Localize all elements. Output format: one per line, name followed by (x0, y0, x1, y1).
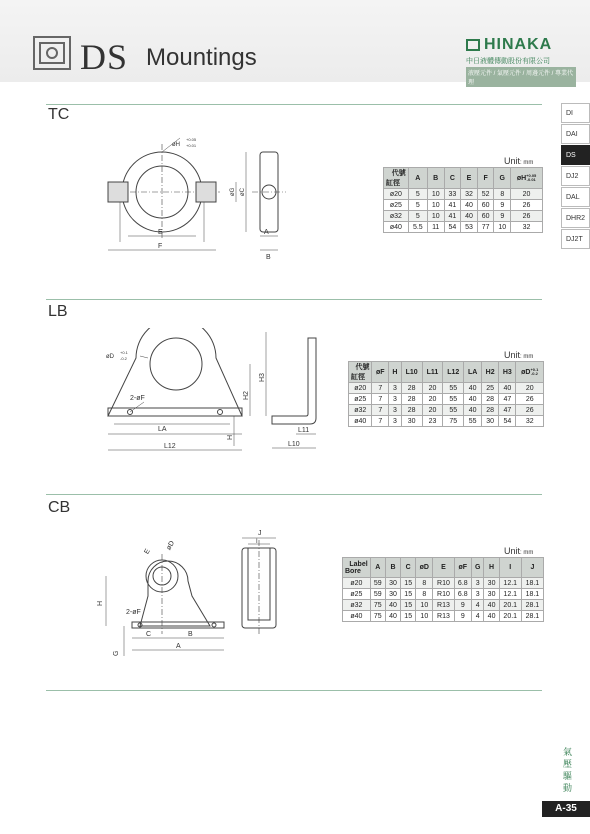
table-row: ø40 5.5 11 54 53 77 10 32 (384, 222, 543, 233)
lb-col-f: øF (372, 362, 389, 383)
tc-f-label: F (158, 243, 163, 250)
lb-corner: 代號 缸徑 (349, 362, 372, 383)
tab-di[interactable]: DI (561, 103, 590, 123)
cb-f-label: 2-øF (126, 609, 141, 616)
cb-col-a: A (370, 558, 385, 578)
cb-col-f: øF (454, 558, 472, 578)
logo-company: 中日液體傳動股份有限公司 (466, 58, 550, 65)
cb-h-label: H (97, 600, 104, 606)
hinaka-logo (466, 36, 576, 87)
lb-col-la: LA (464, 362, 482, 383)
table-row: ø25 59 30 15 8 R10 6.8 3 30 12.1 18.1 (343, 589, 544, 600)
cb-col-h: H (484, 558, 499, 578)
cb-g-label: G (113, 650, 120, 656)
tc-col-f: F (477, 168, 494, 189)
lb-col-h2: H2 (482, 362, 499, 383)
tc-b-label: B (266, 254, 271, 261)
bottom-divider (46, 690, 542, 691)
table-row: ø40 75 40 15 10 R13 9 4 40 20.1 28.1 (343, 611, 544, 622)
lb-la-label: LA (158, 426, 167, 433)
cb-e-label: E (143, 547, 152, 556)
tab-ds[interactable]: DS (561, 145, 590, 165)
page-number: A-35 (542, 801, 590, 817)
table-row: ø40 7 3 30 23 75 55 30 54 32 (349, 416, 544, 427)
ds-logo-icon (33, 36, 71, 70)
lb-h3-label: H3 (259, 373, 266, 382)
section-divider-tc (46, 104, 542, 105)
lb-col-h: H (389, 362, 401, 383)
tc-h-label: øH (172, 142, 180, 148)
cb-col-b: B (385, 558, 400, 578)
section-divider-cb (46, 494, 542, 495)
tc-col-c: C (444, 168, 461, 189)
page-title: DS (80, 37, 129, 77)
logo-tagline: 液壓元件 / 氣壓元件 / 周邊元件 / 專業代理 (466, 67, 576, 87)
table-row: ø20 7 3 28 20 55 40 25 40 20 (349, 383, 544, 394)
cb-i-label: I (256, 539, 258, 545)
table-row: ø20 5 10 33 32 52 8 20 (384, 189, 543, 200)
tc-unit: Unit: mm (504, 156, 534, 166)
lb-spec-table (348, 361, 544, 427)
lb-d-tol-bot: -0.2 (120, 356, 127, 361)
table-row: ø20 59 30 15 8 R10 6.8 3 30 12.1 18.1 (343, 578, 544, 589)
cb-b-label: B (188, 631, 193, 638)
tc-drawing (100, 132, 290, 262)
lb-unit: Unit: mm (504, 350, 534, 360)
lb-col-l10: L10 (401, 362, 422, 383)
table-row: ø25 5 10 41 40 60 9 26 (384, 200, 543, 211)
lb-d-tol-top: +0.1 (120, 350, 128, 355)
tc-col-a: A (408, 168, 427, 189)
series-tabs (561, 103, 590, 250)
tc-h-tol-bot: +0.01 (186, 143, 197, 148)
cb-col-j: J (521, 558, 543, 578)
section-label-cb: CB (48, 499, 71, 516)
table-row: ø32 75 40 15 10 R13 9 4 40 20.1 28.1 (343, 600, 544, 611)
tc-col-g: G (494, 168, 511, 189)
lb-f-label: 2-øF (130, 395, 145, 402)
tc-c-label: øC (240, 188, 246, 196)
logo-mark-icon (466, 39, 480, 51)
cb-col-i: I (499, 558, 521, 578)
lb-l10-label: L10 (288, 441, 300, 448)
cb-col-e: E (433, 558, 454, 578)
tc-col-b: B (427, 168, 444, 189)
cb-a-label: A (176, 643, 181, 650)
cb-j-label: J (258, 530, 262, 537)
tab-dal[interactable]: DAL (561, 187, 590, 207)
cb-corner: Label Bore (343, 558, 371, 578)
cb-spec-table (342, 557, 544, 622)
side-category-text: 氣壓驅動 (563, 747, 573, 793)
page-subtitle: Mountings (146, 44, 257, 71)
section-divider-lb (46, 299, 542, 300)
logo-name: HINAKA (484, 36, 553, 53)
tc-g-label: øG (230, 187, 236, 196)
tab-dj2[interactable]: DJ2 (561, 166, 590, 186)
lb-col-l11: L11 (422, 362, 443, 383)
lb-col-h3: H3 (499, 362, 516, 383)
cb-col-c: C (401, 558, 416, 578)
cb-c-label: C (146, 631, 152, 638)
tab-dai[interactable]: DAI (561, 124, 590, 144)
lb-d-label: øD (106, 354, 114, 360)
page-header (0, 0, 590, 86)
tc-e-label: E (158, 229, 163, 236)
section-label-tc: TC (48, 106, 70, 123)
cb-unit: Unit: mm (504, 546, 534, 556)
lb-h-label: H (227, 434, 234, 440)
table-row: ø32 5 10 41 40 60 9 26 (384, 211, 543, 222)
table-row: ø25 7 3 28 20 55 40 28 47 26 (349, 394, 544, 405)
cb-col-g: G (472, 558, 484, 578)
lb-l12-label: L12 (164, 443, 176, 450)
lb-drawing (100, 328, 340, 456)
lb-col-d: øD+0.1 -0.2 (516, 362, 544, 383)
section-label-lb: LB (48, 303, 68, 320)
lb-h2-label: H2 (243, 391, 250, 400)
tc-spec-table (383, 167, 543, 233)
cb-col-d: øD (416, 558, 433, 578)
tc-h-tol-top: +0.05 (186, 137, 197, 142)
tc-a-label: A (264, 229, 269, 236)
lb-col-l12: L12 (443, 362, 464, 383)
cb-d-label: øD (165, 539, 177, 552)
tab-dhr2[interactable]: DHR2 (561, 208, 590, 228)
cb-drawing (92, 526, 292, 666)
tc-col-h: øH+0.05 -0.01 (511, 168, 543, 189)
tc-col-e: E (461, 168, 478, 189)
lb-l11-label: L11 (298, 427, 310, 434)
tc-corner: 代號 缸徑 (384, 168, 409, 189)
table-row: ø32 7 3 28 20 55 40 28 47 26 (349, 405, 544, 416)
tab-dj2t[interactable]: DJ2T (561, 229, 590, 249)
